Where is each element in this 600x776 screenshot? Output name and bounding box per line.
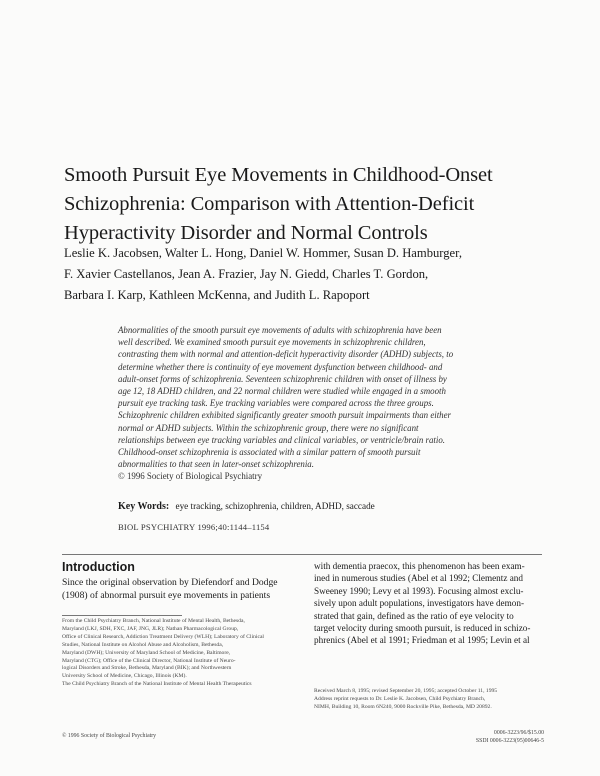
body-line: phrenics (Abel et al 1991; Friedman et al 1995; Levin et al <box>314 635 530 646</box>
keywords <box>118 500 548 513</box>
footnote-line: Maryland (LKJ, SDH, FXC, JAF, JNG, JLR); Nathan Pharmacological Group, <box>62 625 239 632</box>
keywords-label: Key Words: <box>118 501 170 512</box>
body-column-left <box>62 577 302 602</box>
body-line: sively upon adult populations, investigators have demon- <box>314 598 525 609</box>
footnote-line: University School of Medicine, Chicago, Illinois (KM). <box>62 673 187 680</box>
abstract-line: adult-onset forms of schizophrenia. Seventeen schizophrenic children with onset of illness by <box>118 373 447 384</box>
abstract-line: Schizophrenic children exhibited significantly greater smooth pursuit impairments than either <box>118 410 452 421</box>
abstract-line: abnormalities to that seen in later-onset schizophrenia. <box>118 459 314 470</box>
footnote-line: Maryland (DWH); University of Maryland School of Medicine, Baltimore, <box>62 649 231 656</box>
footnote-line: Office of Clinical Research, Addiction Treatment Delivery (WLH); Laboratory of Clinical <box>62 633 264 640</box>
abstract-line: normal or ADHD subjects. Within the schizophrenic group, there were no significant <box>118 422 419 433</box>
body-line: ined in numerous studies (Abel et al 1992; Clementz and <box>314 573 523 584</box>
abstract-line: pursuit eye tracking task. Eye tracking variables were compared across the three groups. <box>118 398 434 409</box>
footnote-line: Address reprint requests to Dr. Leslie K. Jacobsen, Child Psychiatry Branch, <box>314 695 486 702</box>
body-line: with dementia praecox, this phenomenon has been exam- <box>314 561 525 571</box>
footnote-line: From the Child Psychiatry Branch, National Institute of Mental Health, Bethesda, <box>62 618 245 624</box>
footnote-line: Studies, National Institute on Alcohol Abuse and Alcoholism, Bethesda, <box>62 641 224 648</box>
body-line: target velocity during smooth pursuit, is reduced in schizo- <box>314 623 531 634</box>
footnote-line: Maryland (CTG); Office of the Clinical Director, National Institute of Neuro- <box>62 657 236 664</box>
abstract <box>118 324 554 483</box>
footer-line: 0006-3223/96/$15.00 <box>493 730 544 736</box>
section-divider <box>62 554 542 555</box>
abstract-line: Childhood-onset schizophrenia is associated with a similar pattern of smooth pursuit <box>118 447 421 458</box>
abstract-line: age 12, 18 ADHD children, and 22 normal children were studied while engaged in a smooth <box>118 386 446 397</box>
footer-line: SSDI 0006-3223(95)00646-5 <box>475 737 544 744</box>
author-line: Leslie K. Jacobsen, Walter L. Hong, Daniel W. Hommer, Susan D. Hamburger, <box>64 246 462 260</box>
abstract-line: Abnormalities of the smooth pursuit eye movements of adults with schizophrenia have been <box>118 325 442 335</box>
abstract-line: determine whether there is continuity of eye movement dysfunction between childhood- and <box>118 361 443 372</box>
author-list <box>64 243 584 306</box>
journal-citation: BIOL PSYCHIATRY 1996;40:1144–1154 <box>118 522 270 532</box>
correspondence-footnote <box>314 688 564 712</box>
abstract-line: well described. We examined smooth pursuit eye movements in schizophrenic children, <box>118 337 426 348</box>
copyright-line: © 1996 Society of Biological Psychiatry <box>118 471 263 482</box>
body-line: strated that gain, defined as the ratio of eye velocity to <box>314 610 514 621</box>
title-line: Hyperactivity Disorder and Normal Controls <box>64 221 428 244</box>
title-line: Smooth Pursuit Eye Movements in Childhood-Onset <box>64 163 493 186</box>
body-column-right <box>314 560 564 647</box>
author-line: F. Xavier Castellanos, Jean A. Frazier, Jay N. Giedd, Charles T. Gordon, <box>64 267 429 281</box>
body-line: Since the original observation by Diefendorf and Dodge <box>62 577 278 588</box>
footer-identifiers <box>440 730 544 745</box>
footnote-line: The Child Psychiatry Branch of the National Institute of Mental Health Therapeutics <box>62 681 252 688</box>
abstract-line: relationships between eye tracking variables and clinical variables, or ventricle/brain ratio. <box>118 434 446 445</box>
footnote-line: logical Disorders and Stroke, Bethesda, Maryland (BIK); and Northwestern <box>62 665 232 672</box>
footer-publisher: © 1996 Society of Biological Psychiatry <box>62 733 157 739</box>
author-line: Barbara I. Karp, Kathleen McKenna, and Judith L. Rapoport <box>64 288 370 302</box>
article-title <box>64 161 564 248</box>
body-line: (1908) of abnormal pursuit eye movements in patients <box>62 589 271 601</box>
abstract-line: contrasting them with normal and attention-deficit hyperactivity disorder (ADHD) subjects, to <box>118 349 454 360</box>
affiliation-footnote <box>62 618 302 689</box>
keywords-text: eye tracking, schizophrenia, children, ADHD, saccade <box>175 501 375 511</box>
body-line: Sweeney 1990; Levy et al 1993). Focusing almost exclu- <box>314 585 524 596</box>
introduction-heading: Introduction <box>62 560 135 574</box>
title-line: Schizophrenia: Comparison with Attention-Deficit <box>64 192 475 215</box>
footnote-line: NIMH, Building 10, Room 6N240, 9000 Rockville Pike, Bethesda, MD 20892. <box>314 703 492 710</box>
footnote-rule <box>62 615 182 616</box>
footnote-line: Received March 8, 1995; revised September 20, 1995; accepted October 11, 1995 <box>314 688 498 694</box>
